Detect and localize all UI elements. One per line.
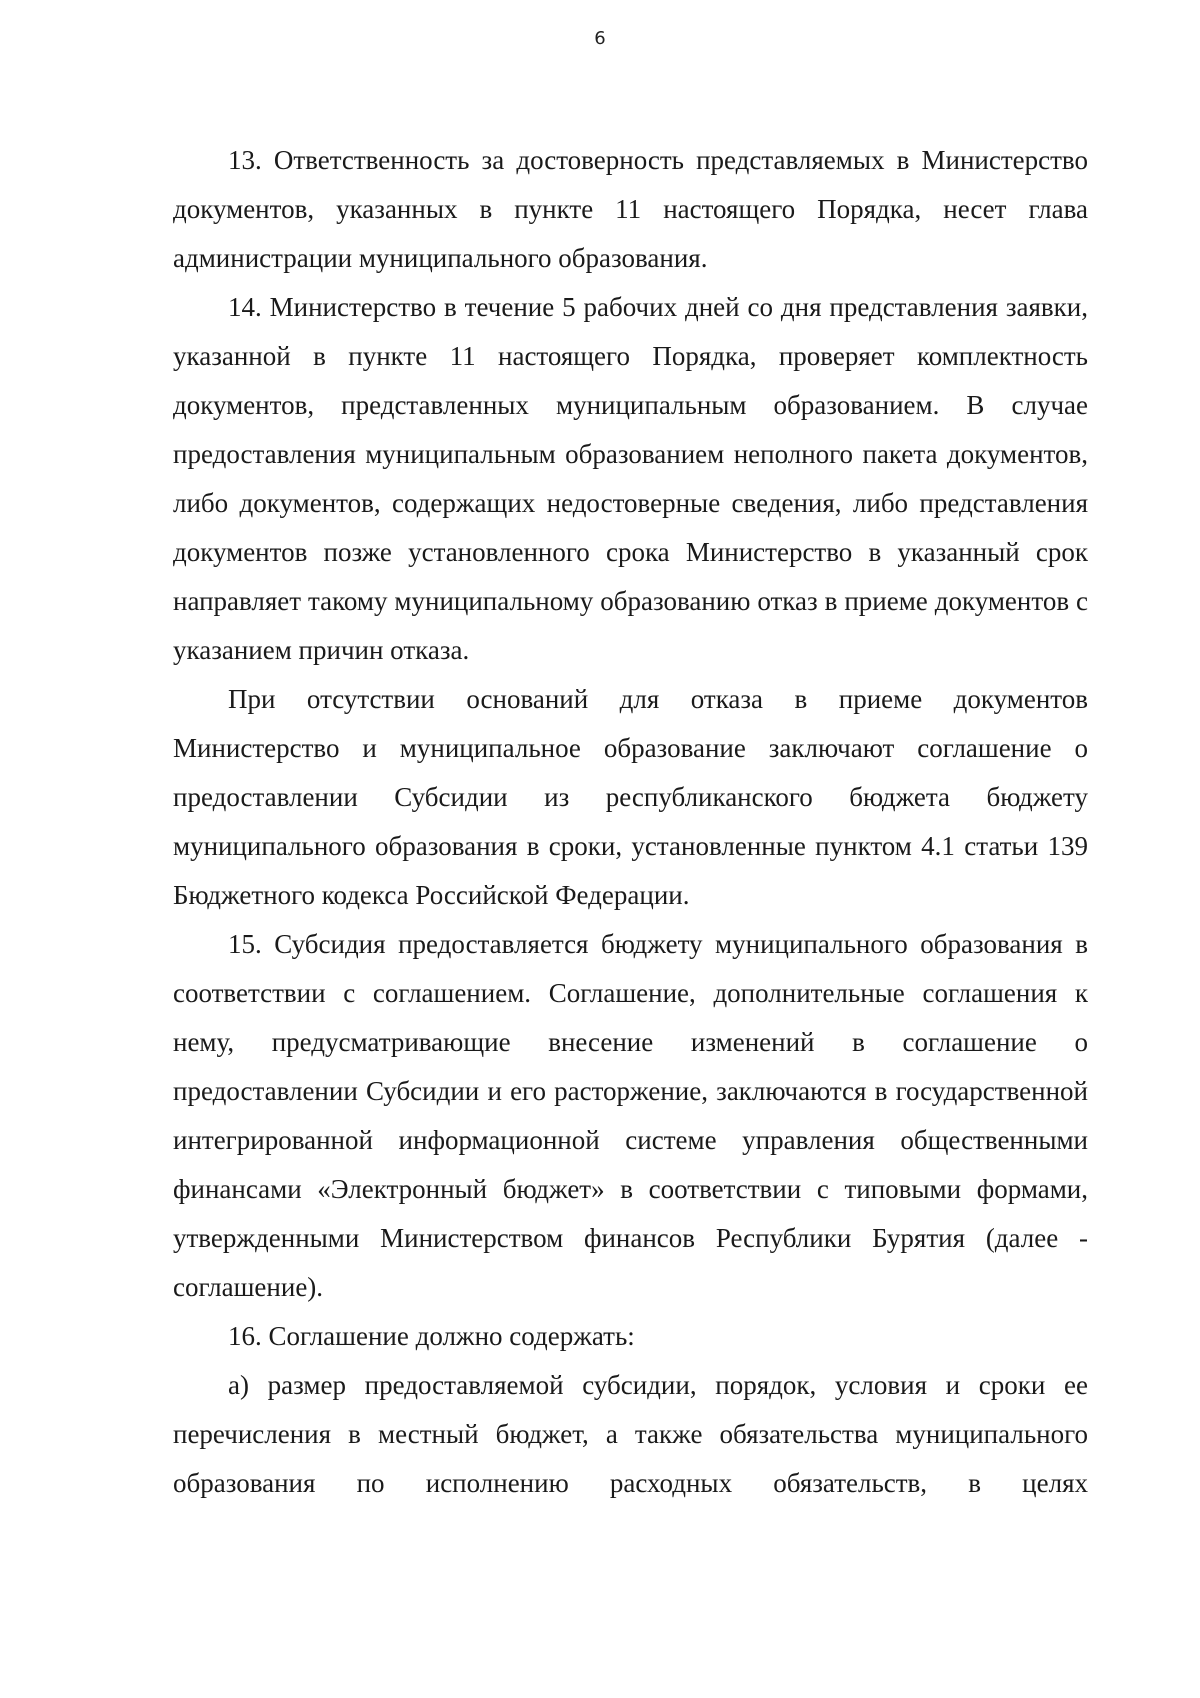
paragraph-14-continued: При отсутствии оснований для отказа в приеме документов Министерство и муниципальное образование заключают соглашение о предоставлении Субсидии из республиканского бюджета бюджету муниципального образования в сроки, установленные пунктом 4.1 статьи 139 Бюджетного кодекса Российской Федерации.: [173, 684, 1088, 910]
paragraph-15: 15. Субсидия предоставляется бюджету муниципального образования в соответствии с соглашением. Соглашение, дополнительные соглашения к нему, предусматривающие внесение изменений в соглашение о предоставлении Субсидии и его расторжение, заключаются в государственной интегрированной информационной системе управления общественными финансами «Электронный бюджет» в соответствии с типовыми формами, утвержденными Министерством финансов Республики Бурятия (далее - соглашение).: [173, 929, 1088, 1302]
page-number: 6: [594, 28, 606, 49]
paragraph-16-item-a: а) размер предоставляемой субсидии, порядок, условия и сроки ее перечисления в местный бюджет, а также обязательства муниципального образования по исполнению расходных обязательств, в целях: [173, 1370, 1088, 1498]
paragraph-16: 16. Соглашение должно содержать:: [228, 1321, 635, 1351]
document-body: [173, 136, 1088, 1508]
paragraph-14: 14. Министерство в течение 5 рабочих дней со дня представления заявки, указанной в пункте 11 настоящего Порядка, проверяет комплектность документов, представленных муниципальным образованием. В случае предоставления муниципальным образованием неполного пакета документов, либо документов, содержащих недостоверные сведения, либо представления документов позже установленного срока Министерство в указанный срок направляет такому муниципальному образованию отказ в приеме документов с указанием причин отказа.: [173, 292, 1088, 665]
paragraph-13: 13. Ответственность за достоверность представляемых в Министерство документов, указанных в пункте 11 настоящего Порядка, несет глава администрации муниципального образования.: [173, 145, 1088, 273]
